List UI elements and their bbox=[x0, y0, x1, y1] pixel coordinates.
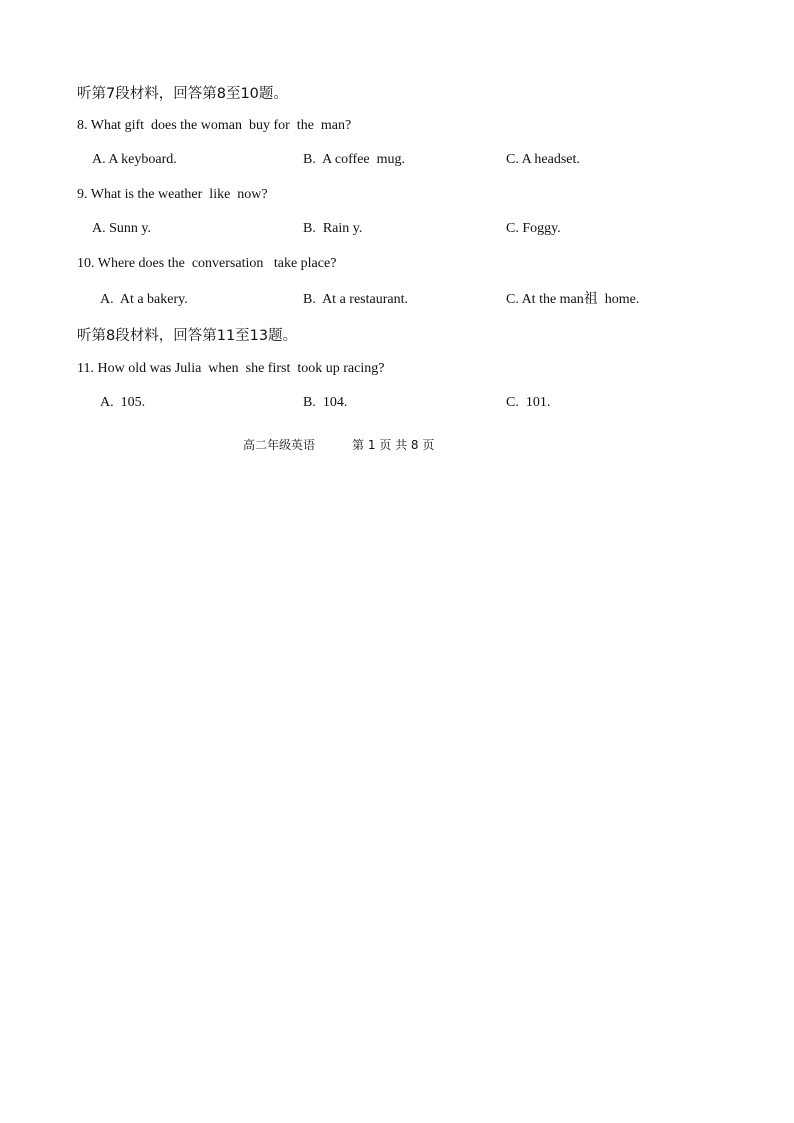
question-10-option-a: A. At a bakery. bbox=[100, 292, 188, 307]
question-9-option-a: A. Sunn y. bbox=[92, 221, 151, 236]
question-11-stem: 11. How old was Julia when she first took up racing? bbox=[77, 361, 385, 376]
question-8-stem: 8. What gift does the woman buy for the man? bbox=[77, 118, 352, 133]
question-8-option-b: B. A coffee mug. bbox=[303, 152, 406, 167]
section-heading-7: 听第7段材料，回答第8至10题。 bbox=[77, 86, 288, 102]
question-10-option-b: B. At a restaurant. bbox=[303, 292, 408, 307]
question-9-option-b: B. Rain y. bbox=[303, 221, 363, 236]
question-10-option-c: C. At the man祖 home. bbox=[506, 292, 640, 307]
question-11-option-a: A. 105. bbox=[100, 395, 146, 410]
question-11-option-c: C. 101. bbox=[506, 395, 551, 410]
footer-page-number: 第 1 页 共 8 页 bbox=[352, 438, 435, 452]
question-11-option-b: B. 104. bbox=[303, 395, 348, 410]
question-9-option-c: C. Foggy. bbox=[506, 221, 561, 236]
footer-subject: 高二年级英语 bbox=[243, 438, 316, 452]
question-8-option-c: C. A headset. bbox=[506, 152, 580, 167]
question-8-option-a: A. A keyboard. bbox=[92, 152, 177, 167]
question-9-stem: 9. What is the weather like now? bbox=[77, 187, 268, 202]
question-10-stem: 10. Where does the conversation take place? bbox=[77, 256, 337, 271]
section-heading-8: 听第8段材料，回答第11至13题。 bbox=[77, 328, 298, 344]
